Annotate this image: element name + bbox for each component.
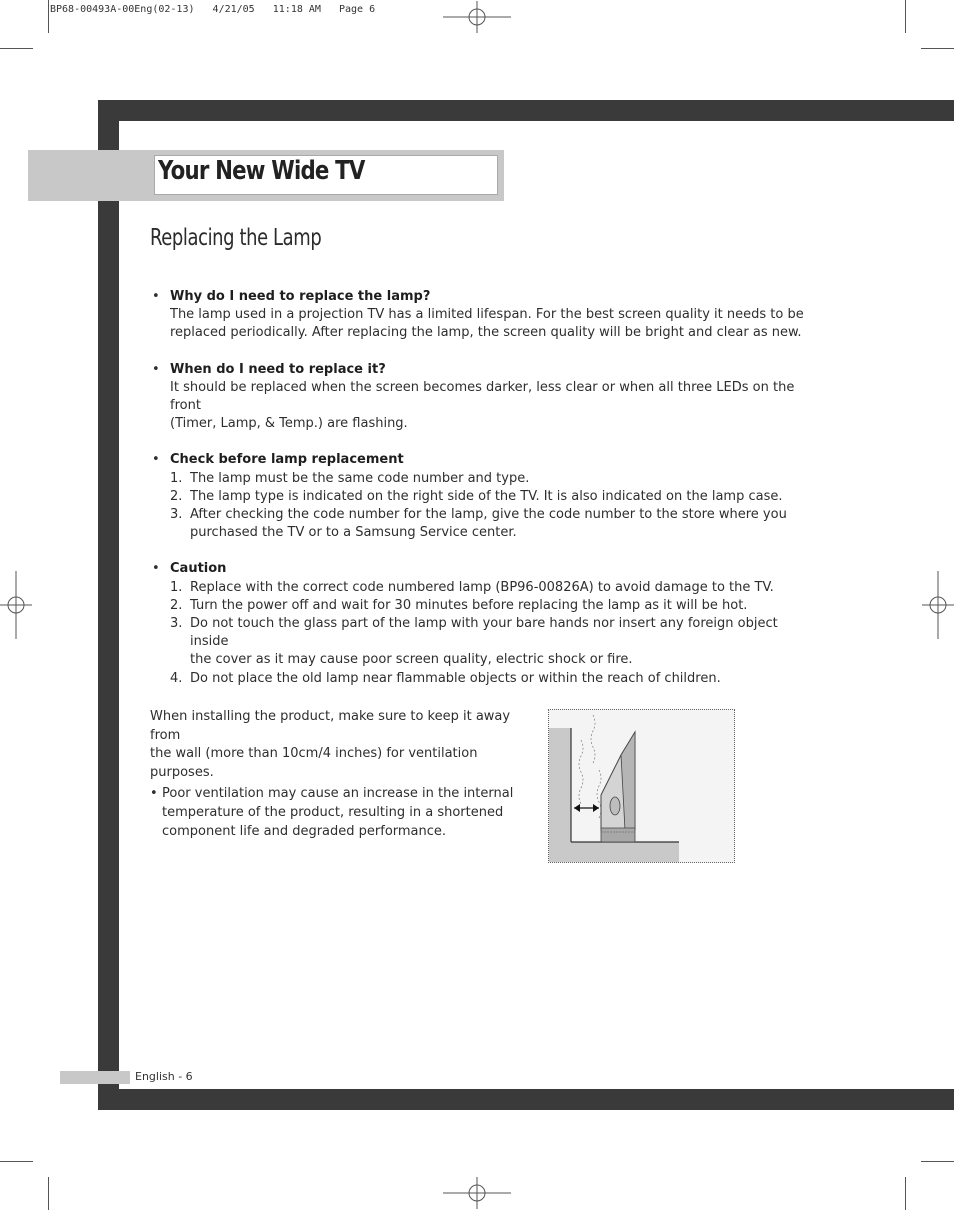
faq-item	[150, 361, 810, 379]
registration-mark-icon	[922, 571, 954, 639]
crop-mark	[905, 1177, 906, 1210]
list-item: 2. The lamp type is indicated on the right side of the TV. It is also indicated on the lamp case.	[170, 488, 783, 504]
faq-question: Why do I need to replace the lamp?	[170, 289, 431, 304]
page-frame-bottom	[98, 1089, 954, 1110]
list-item: 3. After checking the code number for the lamp, give the code number to the store where you purchased the TV or to a Samsung Service center.	[170, 507, 787, 541]
faq-answer: It should be replaced when the screen becomes darker, less clear or when all three LEDs on the front (Timer, Lamp, & Temp.) are flashing.	[170, 379, 795, 432]
bullet-icon: •	[152, 289, 160, 304]
page-title: Your New Wide TV	[158, 156, 365, 186]
crop-mark	[921, 48, 954, 49]
page-number: English - 6	[135, 1070, 193, 1083]
main-content	[150, 288, 810, 688]
check-heading: • Check before lamp replacement	[150, 451, 810, 469]
crop-mark	[0, 48, 33, 49]
page-frame-left	[98, 100, 119, 1110]
list-item: 1. Replace with the correct code numbered lamp (BP96-00826A) to avoid damage to the TV.	[170, 579, 774, 595]
tv-wall-diagram-icon	[549, 710, 734, 862]
crop-mark	[48, 0, 49, 33]
section-heading: Replacing the Lamp	[150, 225, 322, 251]
registration-mark-icon	[443, 1, 511, 33]
list-item: 2. Turn the power off and wait for 30 minutes before replacing the lamp as it will be hot.	[170, 597, 748, 613]
wall-clearance-illustration	[548, 709, 735, 863]
ventilation-note: When installing the product, make sure to keep it away from the wall (more than 10cm/4 inches) for ventilation purposes. • Poor ventilation may cause an increase in the internal temperature of the product, resulting in a shortened component life and degraded performance.	[150, 708, 530, 841]
faq-question: When do I need to replace it?	[170, 361, 386, 377]
bullet-icon: •	[152, 361, 160, 377]
printer-slug: BP68-00493A-00Eng(02-13) 4/21/05 11:18 AM Page 6	[50, 4, 376, 15]
faq-answer: The lamp used in a projection TV has a limited lifespan. For the best screen quality it needs to be replaced periodically. After replacing the lamp, the screen quality will be bright and clear as new.	[170, 307, 804, 341]
bullet-icon: •	[152, 561, 160, 577]
registration-mark-icon	[0, 571, 32, 639]
bullet-icon: •	[152, 452, 160, 468]
list-item: 3. Do not touch the glass part of the lamp with your bare hands nor insert any foreign object inside the cover as it may cause poor screen quality, electric shock or fire.	[170, 616, 778, 668]
crop-mark	[921, 1161, 954, 1162]
list-item: 4. Do not place the old lamp near flammable objects or within the reach of children.	[170, 670, 721, 686]
faq-item	[150, 288, 810, 306]
crop-mark	[0, 1161, 33, 1162]
registration-mark-icon	[443, 1177, 511, 1209]
ventilation-bullet: • Poor ventilation may cause an increase in the internal temperature of the product, resulting in a shortened component life and degraded performance.	[150, 786, 514, 839]
footer-bar	[60, 1071, 130, 1084]
caution-heading: • Caution	[150, 560, 810, 578]
bullet-icon: •	[150, 786, 158, 802]
list-item: 1. The lamp must be the same code number and type.	[170, 470, 530, 486]
crop-mark	[905, 0, 906, 33]
crop-mark	[48, 1177, 49, 1210]
page-frame-top	[98, 100, 954, 121]
